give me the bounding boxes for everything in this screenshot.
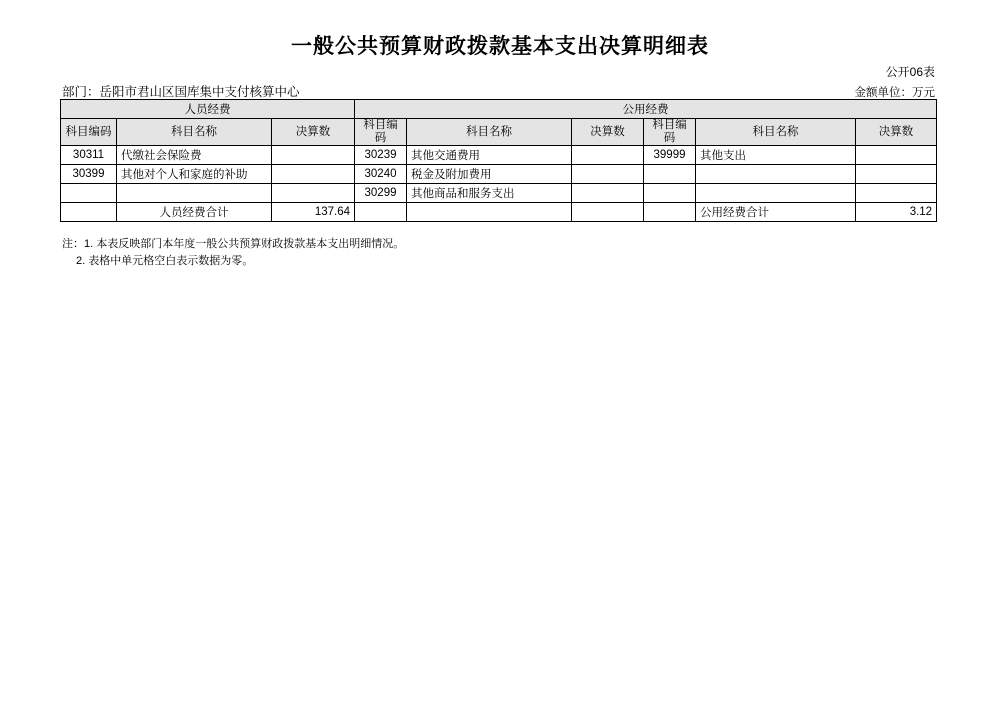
cell-public2-name: 其他支出 — [696, 146, 856, 165]
cell-public1-code: 30239 — [355, 146, 407, 165]
totals-spacer-3 — [407, 203, 572, 222]
page-title: 一般公共预算财政拨款基本支出决算明细表 — [291, 35, 709, 58]
note-line-1: 注：1. 本表反映部门本年度一般公共预算财政拨款基本支出明细情况。 — [62, 238, 405, 250]
column-header-amount-2: 决算数 — [572, 119, 644, 146]
table-row — [61, 165, 937, 184]
cell-public2-name — [696, 165, 856, 184]
column-header-code-3: 科目编码 — [644, 119, 696, 146]
cell-personnel-code — [61, 184, 117, 203]
budget-detail-table — [60, 99, 937, 222]
cell-public2-amount — [856, 184, 937, 203]
column-header-name-2: 科目名称 — [407, 119, 572, 146]
cell-personnel-code: 30311 — [61, 146, 117, 165]
amount-unit-label: 金额单位：万元 — [854, 87, 935, 99]
totals-personnel-label: 人员经费合计 — [117, 203, 272, 222]
cell-personnel-name: 其他对个人和家庭的补助 — [117, 165, 272, 184]
cell-public1-code: 30299 — [355, 184, 407, 203]
totals-public-amount: 3.12 — [856, 203, 937, 222]
totals-row — [61, 203, 937, 222]
group-header-personnel: 人员经费 — [61, 100, 355, 119]
cell-public2-code — [644, 184, 696, 203]
totals-spacer-2 — [355, 203, 407, 222]
totals-personnel-amount: 137.64 — [272, 203, 355, 222]
group-header-row — [61, 100, 937, 119]
cell-personnel-amount — [272, 146, 355, 165]
form-code: 公开06表 — [885, 65, 935, 79]
cell-public1-name: 其他交通费用 — [407, 146, 572, 165]
column-header-name-1: 科目名称 — [117, 119, 272, 146]
cell-public1-amount — [572, 184, 644, 203]
cell-personnel-name — [117, 184, 272, 203]
cell-public1-amount — [572, 146, 644, 165]
totals-spacer-4 — [572, 203, 644, 222]
totals-spacer-5 — [644, 203, 696, 222]
cell-personnel-code: 30399 — [61, 165, 117, 184]
cell-public2-amount — [856, 165, 937, 184]
cell-personnel-amount — [272, 184, 355, 203]
note-line-2: 2. 表格中单元格空白表示数据为零。 — [76, 255, 254, 267]
cell-public1-amount — [572, 165, 644, 184]
column-header-code-1: 科目编码 — [61, 119, 117, 146]
cell-public1-name: 税金及附加费用 — [407, 165, 572, 184]
cell-public2-amount — [856, 146, 937, 165]
column-header-amount-1: 决算数 — [272, 119, 355, 146]
totals-spacer — [61, 203, 117, 222]
column-header-row — [61, 119, 937, 146]
totals-public-label: 公用经费合计 — [696, 203, 856, 222]
cell-personnel-amount — [272, 165, 355, 184]
cell-public2-name — [696, 184, 856, 203]
table-row — [61, 184, 937, 203]
cell-public2-code: 39999 — [644, 146, 696, 165]
group-header-public: 公用经费 — [355, 100, 937, 119]
department-line: 部门：岳阳市君山区国库集中支付核算中心 — [62, 85, 300, 99]
cell-personnel-name: 代缴社会保险费 — [117, 146, 272, 165]
cell-public1-name: 其他商品和服务支出 — [407, 184, 572, 203]
column-header-name-3: 科目名称 — [696, 119, 856, 146]
column-header-code-2: 科目编码 — [355, 119, 407, 146]
column-header-amount-3: 决算数 — [856, 119, 937, 146]
table-notes — [62, 236, 404, 270]
cell-public2-code — [644, 165, 696, 184]
cell-public1-code: 30240 — [355, 165, 407, 184]
table-row — [61, 146, 937, 165]
